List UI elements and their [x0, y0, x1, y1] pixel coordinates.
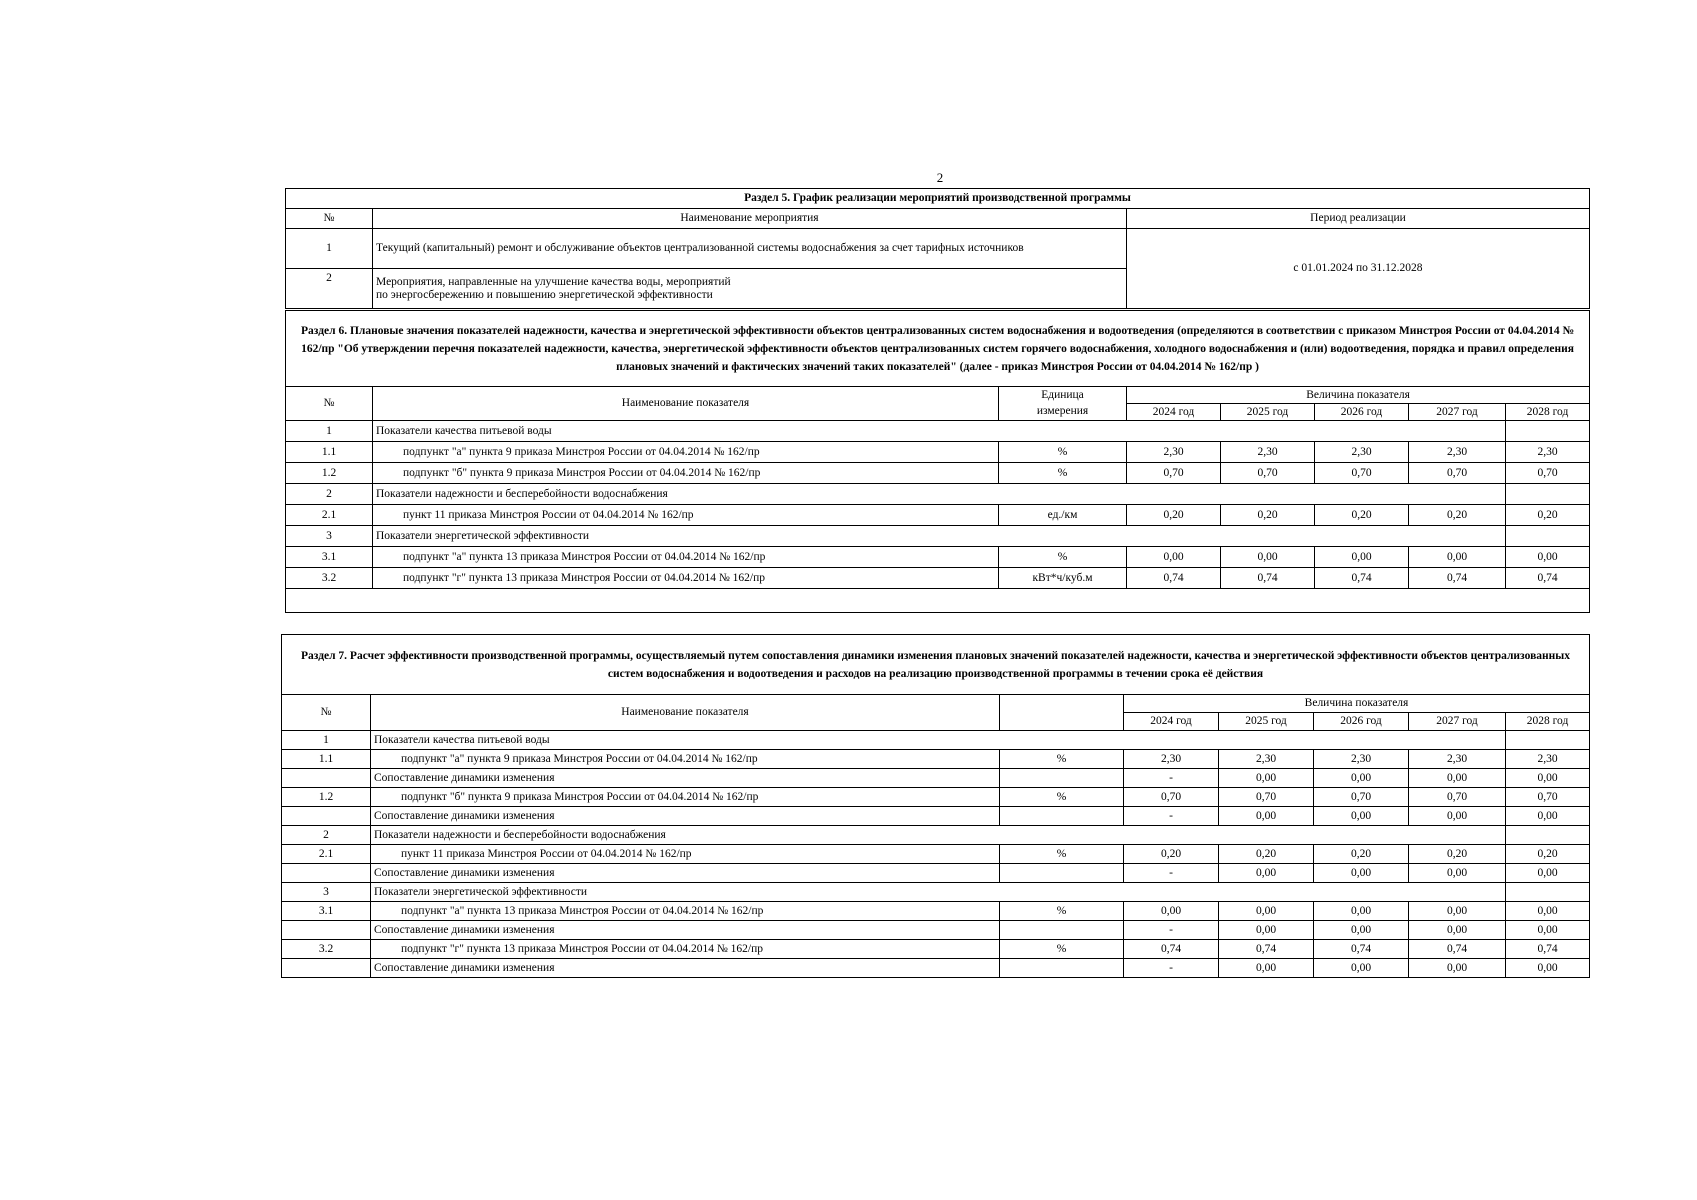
value-cell: 0,00 [1314, 959, 1409, 978]
row-number: 1 [286, 421, 373, 442]
value-cell: 0,74 [1409, 568, 1506, 589]
value-cell: 0,20 [1314, 845, 1409, 864]
value-cell: 0,00 [1219, 807, 1314, 826]
section6-year: 2026 год [1315, 404, 1409, 421]
table-row [282, 845, 1590, 864]
table-row [282, 921, 1590, 940]
section6-year: 2024 год [1127, 404, 1221, 421]
section7-table [281, 634, 1590, 978]
row-number: 1.1 [286, 442, 373, 463]
value-cell: - [1124, 807, 1219, 826]
value-cell: 0,70 [1315, 463, 1409, 484]
section6-col-value: Величина показателя [1127, 387, 1590, 404]
value-cell: - [1124, 769, 1219, 788]
indicator-name: подпункт "г" пункта 13 приказа Минстроя России от 04.04.2014 № 162/пр [371, 940, 1000, 959]
value-cell: 0,74 [1221, 568, 1315, 589]
unit-cell [1000, 807, 1124, 826]
value-cell: 0,20 [1506, 505, 1590, 526]
value-cell: 0,00 [1219, 959, 1314, 978]
value-cell: 0,00 [1314, 807, 1409, 826]
value-cell: 0,00 [1409, 769, 1506, 788]
value-cell: 0,00 [1219, 921, 1314, 940]
value-cell: 0,00 [1506, 769, 1590, 788]
value-cell: 2,30 [1314, 750, 1409, 769]
value-cell: 0,00 [1124, 902, 1219, 921]
value-cell: 0,00 [1409, 921, 1506, 940]
value-cell: 0,00 [1315, 547, 1409, 568]
table-row [286, 505, 1590, 526]
table-row [282, 750, 1590, 769]
section6-col-unit: Единица [999, 387, 1127, 404]
unit-cell: % [1000, 750, 1124, 769]
section5-row-name-line1: Мероприятия, направленные на улучшение качества воды, мероприятий [376, 275, 731, 288]
value-cell: 0,00 [1506, 959, 1590, 978]
comparison-label: Сопоставление динамики изменения [371, 864, 1000, 883]
value-cell: 0,70 [1506, 788, 1590, 807]
value-cell: - [1124, 959, 1219, 978]
section7-col-value: Величина показателя [1124, 695, 1590, 713]
section5-row-name: Текущий (капитальный) ремонт и обслуживание объектов централизованной системы водоснабжения за счет тарифных источников [373, 229, 1127, 269]
value-cell: - [1124, 921, 1219, 940]
value-cell: 2,30 [1409, 442, 1506, 463]
table-row [282, 864, 1590, 883]
table-row [282, 902, 1590, 921]
table-row [282, 731, 1590, 750]
empty-cell [1506, 484, 1590, 505]
value-cell: 0,70 [1506, 463, 1590, 484]
value-cell: 0,70 [1127, 463, 1221, 484]
section7-year: 2026 год [1314, 713, 1409, 731]
value-cell: 0,74 [1127, 568, 1221, 589]
table-row [286, 463, 1590, 484]
unit-cell: % [1000, 845, 1124, 864]
table-row [286, 547, 1590, 568]
unit-cell: кВт*ч/куб.м [999, 568, 1127, 589]
value-cell: 0,00 [1221, 547, 1315, 568]
value-cell: 0,70 [1124, 788, 1219, 807]
comparison-label: Сопоставление динамики изменения [371, 921, 1000, 940]
value-cell: 0,00 [1219, 902, 1314, 921]
row-number [282, 769, 371, 788]
value-cell: 0,00 [1409, 547, 1506, 568]
value-cell: 0,74 [1314, 940, 1409, 959]
value-cell: 0,00 [1314, 864, 1409, 883]
unit-cell: % [1000, 902, 1124, 921]
value-cell: 0,00 [1409, 864, 1506, 883]
row-number [282, 921, 371, 940]
section7-year: 2024 год [1124, 713, 1219, 731]
row-number: 3.1 [282, 902, 371, 921]
value-cell: 2,30 [1506, 442, 1590, 463]
indicator-name: подпункт "а" пункта 9 приказа Минстроя России от 04.04.2014 № 162/пр [371, 750, 1000, 769]
value-cell: 0,00 [1506, 864, 1590, 883]
value-cell: 0,00 [1314, 769, 1409, 788]
section6-year: 2027 год [1409, 404, 1506, 421]
value-cell: 0,20 [1409, 505, 1506, 526]
group-header: Показатели качества питьевой воды [373, 421, 1506, 442]
group-header: Показатели энергетической эффективности [371, 883, 1506, 902]
value-cell: 0,00 [1409, 959, 1506, 978]
unit-cell [1000, 864, 1124, 883]
value-cell: 0,74 [1409, 940, 1506, 959]
value-cell: 0,74 [1219, 940, 1314, 959]
row-number: 2.1 [286, 505, 373, 526]
indicator-name: пункт 11 приказа Минстроя России от 04.04.2014 № 162/пр [371, 845, 1000, 864]
table-row [282, 883, 1590, 902]
value-cell: 0,20 [1219, 845, 1314, 864]
table-row [286, 421, 1590, 442]
table-row [286, 526, 1590, 547]
unit-cell [1000, 921, 1124, 940]
section5-row-name [373, 269, 1127, 309]
empty-cell [1506, 826, 1590, 845]
section6-spacer-row [286, 589, 1590, 613]
section6-col-no: № [286, 387, 373, 421]
row-number: 3.2 [286, 568, 373, 589]
value-cell: 2,30 [1409, 750, 1506, 769]
value-cell: 0,20 [1506, 845, 1590, 864]
section5-row-no: 1 [286, 229, 373, 269]
row-number: 1.1 [282, 750, 371, 769]
value-cell: 0,20 [1127, 505, 1221, 526]
value-cell: 0,00 [1409, 807, 1506, 826]
row-number: 2 [286, 484, 373, 505]
row-number: 3 [286, 526, 373, 547]
indicator-name: подпункт "а" пункта 13 приказа Минстроя России от 04.04.2014 № 162/пр [373, 547, 999, 568]
value-cell: 0,00 [1506, 807, 1590, 826]
indicator-name: подпункт "а" пункта 13 приказа Минстроя России от 04.04.2014 № 162/пр [371, 902, 1000, 921]
value-cell: 0,70 [1219, 788, 1314, 807]
value-cell: 0,00 [1219, 864, 1314, 883]
section5-col-name: Наименование мероприятия [373, 209, 1127, 229]
value-cell: 0,00 [1506, 547, 1590, 568]
value-cell: 2,30 [1127, 442, 1221, 463]
value-cell: 0,00 [1219, 769, 1314, 788]
unit-cell: % [1000, 788, 1124, 807]
comparison-label: Сопоставление динамики изменения [371, 807, 1000, 826]
table-row [286, 484, 1590, 505]
empty-cell [1506, 731, 1590, 750]
value-cell: 0,00 [1314, 921, 1409, 940]
section5-col-period: Период реализации [1127, 209, 1590, 229]
section6-title: Раздел 6. Плановые значения показателей надежности, качества и энергетической эффективности объектов централизованных систем водоснабжения и водоотведения (определяются в соответствии с приказом Минстроя России от 04.04.2014 № 162/пр "Об утверждении перечня показателей надежности, качества, энергетической эффективности объектов централизованных систем горячего водоснабжения, холодного водоснабжения и (или) водоотведения, порядка и правил определения плановых значений и фактических значений таких показателей" (далее - приказ Минстроя России от 04.04.2014 № 162/пр ) [286, 311, 1590, 387]
row-number: 2.1 [282, 845, 371, 864]
unit-cell: ед./км [999, 505, 1127, 526]
value-cell: 0,00 [1409, 902, 1506, 921]
empty-cell [1506, 421, 1590, 442]
value-cell: 0,74 [1506, 568, 1590, 589]
group-header: Показатели энергетической эффективности [373, 526, 1506, 547]
value-cell: 0,20 [1409, 845, 1506, 864]
section6-table [285, 310, 1590, 613]
indicator-name: пункт 11 приказа Минстроя России от 04.04.2014 № 162/пр [373, 505, 999, 526]
section6-col-unit-2: измерения [999, 404, 1127, 421]
value-cell: 0,00 [1314, 902, 1409, 921]
value-cell: 0,70 [1314, 788, 1409, 807]
section7-col-unit [1000, 695, 1124, 731]
value-cell: 0,20 [1124, 845, 1219, 864]
value-cell: 2,30 [1315, 442, 1409, 463]
value-cell: 2,30 [1219, 750, 1314, 769]
row-number: 3.2 [282, 940, 371, 959]
section6-year: 2028 год [1506, 404, 1590, 421]
comparison-label: Сопоставление динамики изменения [371, 769, 1000, 788]
section5-table [285, 188, 1590, 309]
value-cell: 0,00 [1506, 902, 1590, 921]
section6-col-name: Наименование показателя [373, 387, 999, 421]
unit-cell [1000, 959, 1124, 978]
value-cell: 0,00 [1506, 921, 1590, 940]
table-row [282, 826, 1590, 845]
section7-col-no: № [282, 695, 371, 731]
section7-year: 2028 год [1506, 713, 1590, 731]
value-cell: 0,20 [1315, 505, 1409, 526]
row-number: 3.1 [286, 547, 373, 568]
value-cell: 0,74 [1124, 940, 1219, 959]
indicator-name: подпункт "г" пункта 13 приказа Минстроя России от 04.04.2014 № 162/пр [373, 568, 999, 589]
section5-row-name-line2: по энергосбережению и повышению энергетической эффективности [376, 288, 713, 301]
value-cell: 0,70 [1409, 788, 1506, 807]
table-row [286, 568, 1590, 589]
row-number: 2 [282, 826, 371, 845]
page-number: 2 [936, 170, 944, 185]
unit-cell: % [999, 463, 1127, 484]
empty-cell [1506, 883, 1590, 902]
table-row [282, 769, 1590, 788]
indicator-name: подпункт "б" пункта 9 приказа Минстроя России от 04.04.2014 № 162/пр [371, 788, 1000, 807]
section5-row-no: 2 [286, 269, 373, 309]
section7-year: 2027 год [1409, 713, 1506, 731]
empty-cell [1506, 526, 1590, 547]
section7-col-name: Наименование показателя [371, 695, 1000, 731]
row-number: 1.2 [286, 463, 373, 484]
group-header: Показатели надежности и бесперебойности водоснабжения [371, 826, 1506, 845]
unit-cell: % [1000, 940, 1124, 959]
value-cell: 0,74 [1315, 568, 1409, 589]
value-cell: 0,20 [1221, 505, 1315, 526]
row-number: 1.2 [282, 788, 371, 807]
group-header: Показатели качества питьевой воды [371, 731, 1506, 750]
value-cell: 0,70 [1409, 463, 1506, 484]
indicator-name: подпункт "б" пункта 9 приказа Минстроя России от 04.04.2014 № 162/пр [373, 463, 999, 484]
value-cell: 0,74 [1506, 940, 1590, 959]
value-cell: 2,30 [1124, 750, 1219, 769]
row-number [282, 807, 371, 826]
value-cell: 2,30 [1506, 750, 1590, 769]
section7-title: Раздел 7. Расчет эффективности производственной программы, осуществляемый путем сопоставления динамики изменения плановых значений показателей надежности, качества и энергетической эффективности объектов централизованных систем водоснабжения и водоотведения и расходов на реализацию производственной программы в течении срока её действия [282, 635, 1590, 695]
section5-title: Раздел 5. График реализации мероприятий производственной программы [286, 189, 1590, 209]
unit-cell: % [999, 442, 1127, 463]
table-row [282, 940, 1590, 959]
comparison-label: Сопоставление динамики изменения [371, 959, 1000, 978]
unit-cell [1000, 769, 1124, 788]
value-cell: 0,00 [1127, 547, 1221, 568]
value-cell: 0,70 [1221, 463, 1315, 484]
table-row [282, 788, 1590, 807]
row-number [282, 864, 371, 883]
section7-year: 2025 год [1219, 713, 1314, 731]
unit-cell: % [999, 547, 1127, 568]
value-cell: 2,30 [1221, 442, 1315, 463]
row-number [282, 959, 371, 978]
table-row [282, 959, 1590, 978]
section5-col-no: № [286, 209, 373, 229]
table-row [286, 442, 1590, 463]
value-cell: - [1124, 864, 1219, 883]
row-number: 1 [282, 731, 371, 750]
section6-year: 2025 год [1221, 404, 1315, 421]
table-row [282, 807, 1590, 826]
row-number: 3 [282, 883, 371, 902]
indicator-name: подпункт "а" пункта 9 приказа Минстроя России от 04.04.2014 № 162/пр [373, 442, 999, 463]
group-header: Показатели надежности и бесперебойности водоснабжения [373, 484, 1506, 505]
section5-period: с 01.01.2024 по 31.12.2028 [1127, 229, 1590, 309]
